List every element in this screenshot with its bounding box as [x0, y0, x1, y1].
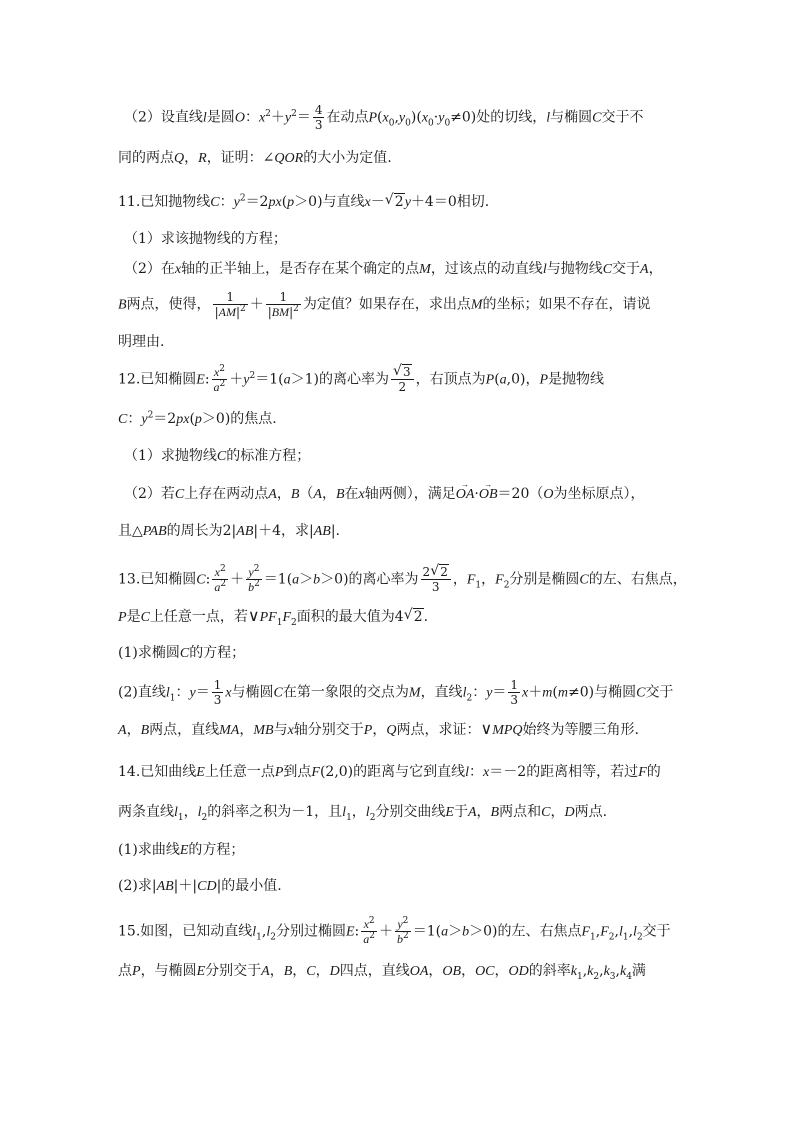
problem-13-part-2-line-2: A，B两点，直线MA，MB与x轴分别交于P，Q两点，求证：∨MPQ始终为等腰三角形. — [118, 719, 639, 738]
problem-13-part-1: (1)求椭圆C的方程； — [118, 645, 246, 661]
problem-15-statement-line-1: 15.如图，已知动直线$l_1,l_2$分别过椭圆E: $\frac{x^2}{a^2}$ ＋ $\frac{y^2}{b^2}$ ＝1(a＞b＞0)的左、右焦点$F_1,F_2,l_1,l_2$交于 — [118, 916, 671, 946]
problem-11-statement: 11.已知抛物线C：$y^2=2px(p>0)$与直线x－√ 2y＋4＝0相切. — [118, 192, 684, 213]
problem-10-part-2-line-1: （2）设直线l是圆O：$x^2+y^2=$ $\frac{4}{3}$ 在动点$P(x_0,y_0)(x_0\cdot y_0\ne 0)$处的切线，l与椭圆C交于不 — [124, 103, 644, 132]
problem-11-part-2-line-2: B两点，使得， $\frac{1}{|AM|^2}$ ＋ $\frac{1}{|BM|^2}$ 为定值？如果存在，求出点M的坐标；如果不存在，请说 — [118, 290, 651, 319]
problem-11-part-2-line-3: 明理由. — [118, 334, 165, 350]
problem-11-part-1: （1）求该抛物线的方程； — [124, 231, 287, 247]
problem-12-part-1: （1）求抛物线C的标准方程； — [124, 448, 311, 464]
problem-12-part-2-line-2: 且△PAB的周长为2|AB|＋4，求|AB|. — [118, 523, 340, 539]
problem-12-part-2-line-1: （2）若C上存在两动点A，B（A，B在x轴两侧），满足→ OA·→ OB＝20（O为坐标原点）， — [124, 484, 684, 505]
problem-15-statement-line-2: 点P，与椭圆E分别交于A，B，C，D四点，直线OA，OB，OC，OD的斜率$k_1,k_2,k_3,k_4$满 — [118, 963, 646, 982]
problem-12-statement-line-2: C：$y^2=2px(p>0)$的焦点. — [118, 410, 277, 427]
problem-13-statement-line-2: P是C上任意一点，若$\vee PF_1F_2$面积的最大值为4√ 2. — [118, 606, 684, 628]
problem-14-statement-line-1: 14.已知曲线E上任意一点P到点F(2,0)的距离与它到直线l：x＝－2的距离相等，若过F的 — [118, 764, 661, 780]
problem-14-part-2: (2)求|AB|＋|CD|的最小值. — [118, 878, 282, 894]
problem-13-statement-line-1: 13.已知椭圆C: $\frac{x^2}{a^2}$ ＋ $\frac{y^2}{b^2}$ ＝1(a＞b＞0)的离心率为 $\frac{2√ 2}{3}$ ，$F_1$，$F_2$分别是椭圆C的左、右焦点， — [118, 566, 684, 593]
problem-14-statement-line-2: 两条直线$l_1$，$l_2$的斜率之积为－1，且$l_1$，$l_2$分别交曲线E于A，B两点和C，D两点. — [118, 804, 608, 823]
problem-11-part-2-line-1: （2）在x轴的正半轴上，是否存在某个确定的点M，过该点的动直线l与抛物线C交于A， — [124, 261, 663, 277]
problem-14-part-1: (1)求曲线E的方程； — [118, 842, 245, 858]
problem-10-part-2-line-2: 同的两点Q，R，证明：∠QOR的大小为定值. — [118, 150, 392, 166]
problem-12-statement-line-1: 12.已知椭圆E: $\frac{x^2}{a^2}$ $+y^2=1(a>1)$的离心率为 √ $\frac{3}{2}$ ，右顶点为P(a,0)，P是抛物线 — [118, 366, 684, 393]
problem-13-part-2-line-1: (2)直线$l_1$：y＝ $\frac{1}{3}$ x与椭圆C在第一象限的交点为M，直线$l_2$：y＝ $\frac{1}{3}$ x＋m(m≠0)与椭圆C交于 — [118, 678, 674, 707]
